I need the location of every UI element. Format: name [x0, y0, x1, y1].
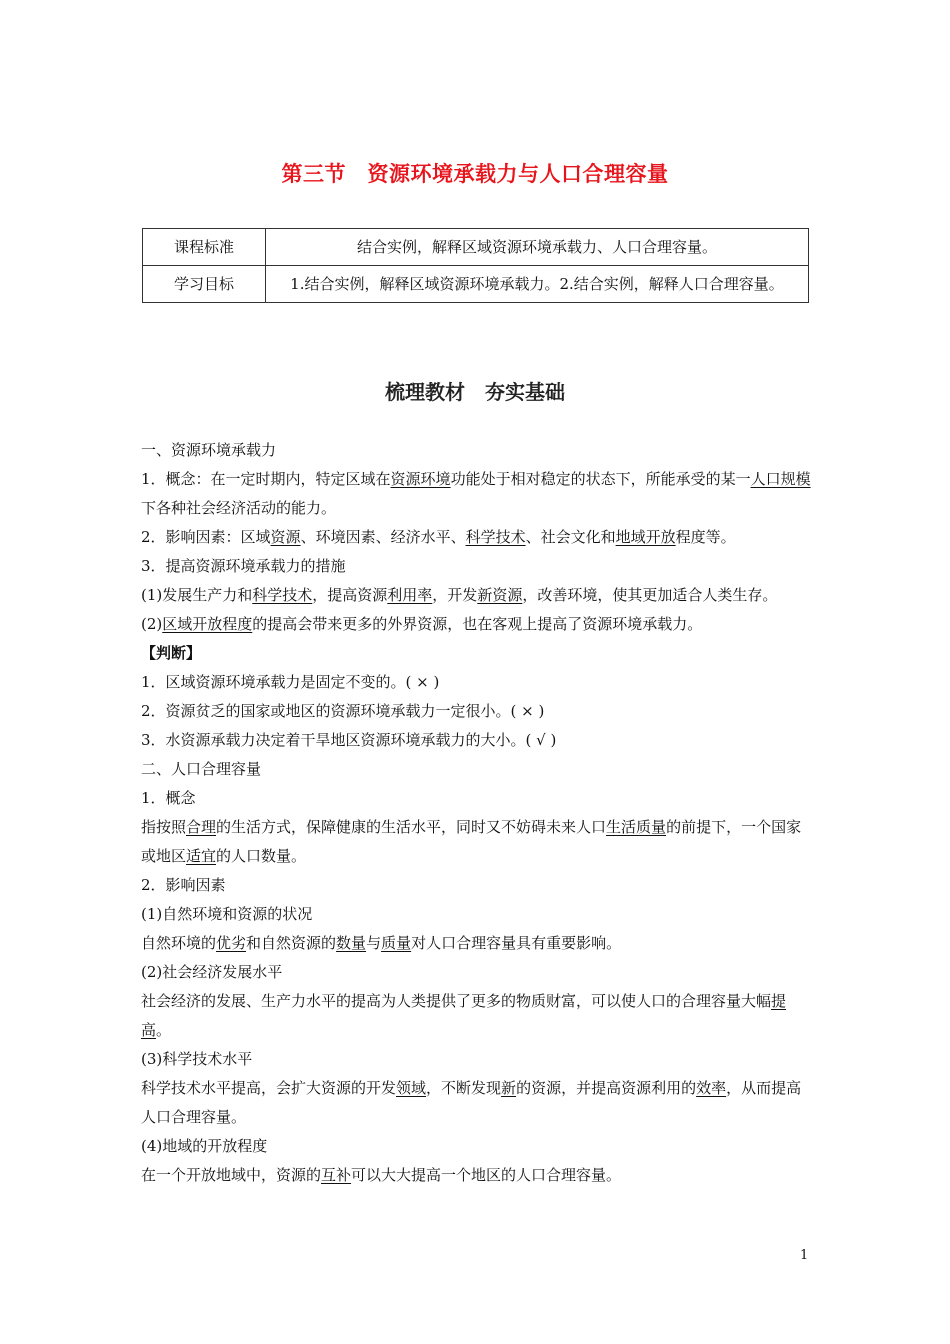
paragraph: 2．影响因素：区域资源、环境因素、经济水平、科学技术、社会文化和地域开放程度等。	[141, 528, 736, 546]
judge-item: 3．水资源承载力决定着干旱地区资源环境承载力的大小。( √ )	[141, 731, 557, 749]
judge-heading: 【判断】	[141, 644, 202, 662]
paragraph: 3．提高资源环境承载力的措施	[141, 557, 346, 575]
paragraph: (2)社会经济发展水平	[141, 963, 283, 981]
table-row	[143, 266, 809, 303]
curriculum-table	[142, 228, 809, 303]
paragraph: (3)科学技术水平	[141, 1050, 253, 1068]
paragraph: 2．影响因素	[141, 876, 226, 894]
paragraph: 科学技术水平提高，会扩大资源的开发领域，不断发现新的资源，并提高资源利用的效率，从而提高人口合理容量。	[141, 1079, 802, 1126]
paragraph: (1)发展生产力和科学技术，提高资源利用率，开发新资源，改善环境，使其更加适合人类生存。	[141, 586, 778, 604]
paragraph: 1．概念：在一定时期内，特定区域在资源环境功能处于相对稳定的状态下，所能承受的某一人口规模下各种社会经济活动的能力。	[141, 470, 811, 517]
table-row	[143, 229, 809, 266]
paragraph: 1．概念	[141, 789, 196, 807]
paragraph: 自然环境的优劣和自然资源的数量与质量对人口合理容量具有重要影响。	[141, 934, 622, 952]
page-title: 第三节 资源环境承载力与人口合理容量	[281, 162, 669, 186]
table-value: 结合实例，解释区域资源环境承载力、人口合理容量。	[266, 229, 809, 266]
body-text	[141, 436, 813, 1190]
table-label: 学习目标	[143, 266, 266, 303]
paragraph: (1)自然环境和资源的状况	[141, 905, 313, 923]
paragraph: 社会经济的发展、生产力水平的提高为人类提供了更多的物质财富，可以使人口的合理容量大幅提高。	[141, 992, 787, 1039]
paragraph: 在一个开放地域中，资源的互补可以大大提高一个地区的人口合理容量。	[141, 1166, 622, 1184]
heading: 一、资源环境承载力	[141, 441, 277, 459]
heading: 二、人口合理容量	[141, 760, 262, 778]
table-value: 1.结合实例，解释区域资源环境承载力。2.结合实例，解释人口合理容量。	[266, 266, 809, 303]
judge-item: 1．区域资源环境承载力是固定不变的。( × )	[141, 673, 440, 691]
page-number: 1	[800, 1248, 809, 1263]
paragraph: 指按照合理的生活方式，保障健康的生活水平，同时又不妨碍未来人口生活质量的前提下，一个国家或地区适宜的人口数量。	[141, 818, 802, 865]
paragraph: (2)区域开放程度的提高会带来更多的外界资源，也在客观上提高了资源环境承载力。	[141, 615, 703, 633]
paragraph: (4)地域的开放程度	[141, 1137, 268, 1155]
table-label: 课程标准	[143, 229, 266, 266]
judge-item: 2．资源贫乏的国家或地区的资源环境承载力一定很小。( × )	[141, 702, 545, 720]
section-title: 梳理教材 夯实基础	[385, 380, 565, 404]
